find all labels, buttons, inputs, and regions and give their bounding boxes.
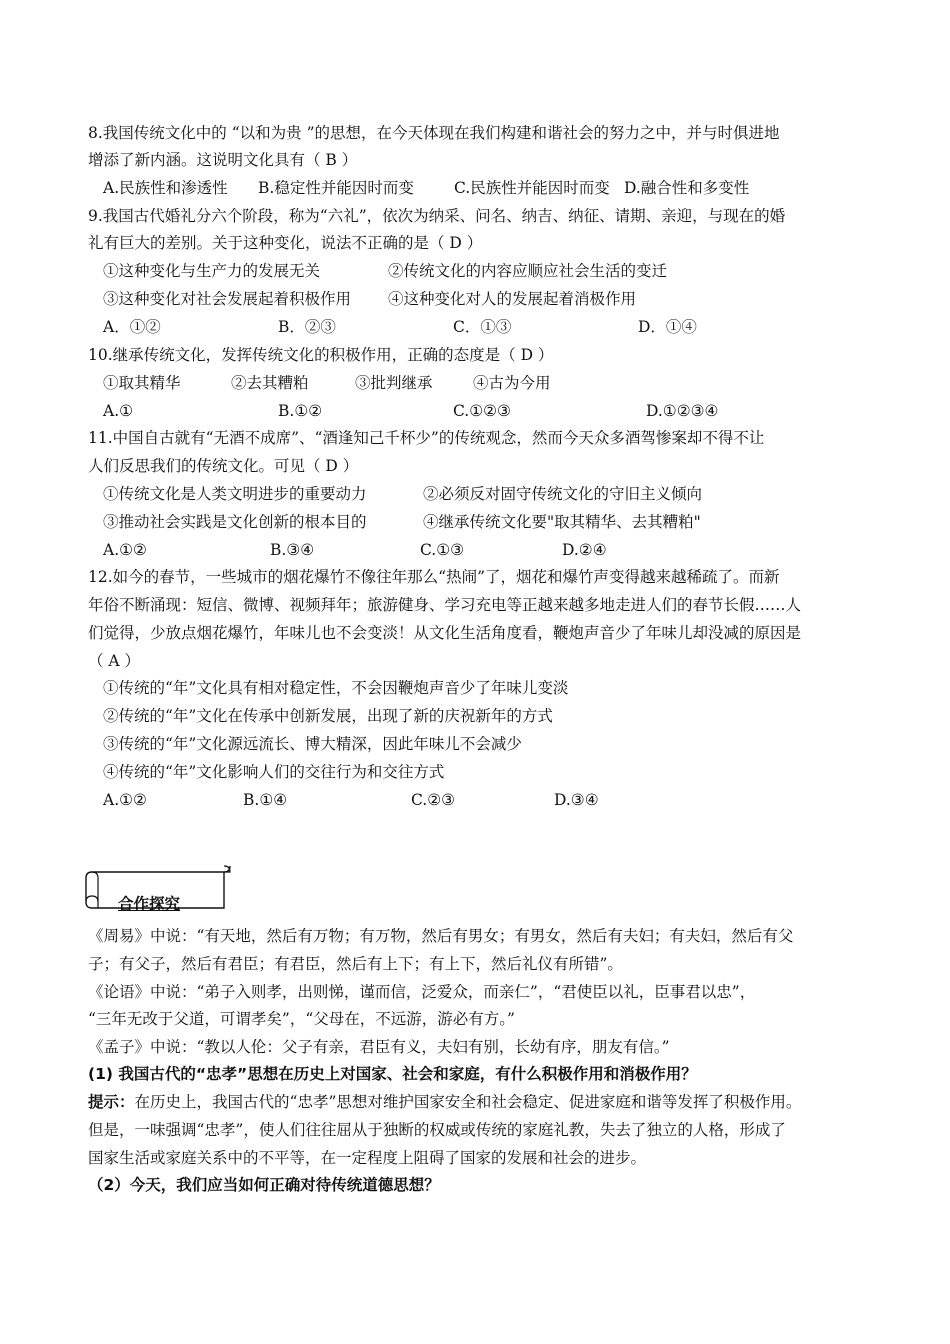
- section-paragraph-zhouyi-line2: 子；有父子，然后有君臣；有君臣，然后有上下；有上下，然后礼仪有所错”。: [88, 955, 623, 973]
- section-paragraph-zhouyi-line1: 《周易》中说：“有天地，然后有万物；有万物，然后有男女；有男女，然后有夫妇；有夫妇，然后有父: [88, 927, 794, 945]
- q12-item-1: ①传统的“年”文化具有相对稳定性，不会因鞭炮声音少了年味儿变淡: [103, 679, 569, 697]
- q12-stem-line3: 们觉得，少放点烟花爆竹，年味儿也不会变淡！从文化生活角度看，鞭炮声音少了年味儿却没减的原因是: [88, 624, 802, 642]
- hint-text-1: 在历史上，我国古代的“忠孝”思想对维护国家安全和社会稳定、促进家庭和谐等发挥了积极作用。: [134, 1093, 802, 1111]
- q12-item-4: ④传统的“年”文化影响人们的交往行为和交往方式: [103, 763, 445, 781]
- q11-option-a: A.①②: [103, 541, 147, 559]
- q8-option-a: A.民族性和渗透性: [103, 179, 228, 197]
- q11-items-row1: [103, 482, 883, 506]
- q9-item-4: ④这种变化对人的发展起着消极作用: [388, 290, 637, 308]
- q11-options: [103, 538, 883, 562]
- q11-stem-line1: 11.中国自古就有“无酒不成席”、“酒逢知己千杯少”的传统观念，然而今天众多酒驾惨案却不得不让: [88, 429, 765, 447]
- q11-item-2: ②必须反对固守传统文化的守旧主义倾向: [423, 485, 703, 503]
- section-title: 合作探究: [118, 895, 181, 913]
- q12-option-a: A.①②: [103, 791, 147, 809]
- q10-item-3: ③批判继承: [355, 374, 433, 392]
- hint-line1: [88, 1090, 801, 1114]
- section-question-1: (1) 我国古代的“忠孝”思想在历史上对国家、社会和家庭，有什么积极作用和消极作用？: [88, 1065, 697, 1083]
- section-paragraph-lunyu-line1: 《论语》中说：“弟子入则孝，出则悌，谨而信，泛爱众，而亲仁”，“君使臣以礼，臣事君以忠”，: [88, 983, 756, 1001]
- q9-items-row1: [103, 259, 883, 283]
- q9-option-a: A．①②: [103, 318, 161, 336]
- q12-option-b: B.①④: [243, 791, 288, 809]
- q10-item-2: ②去其糟粕: [231, 374, 309, 392]
- q9-option-d: D．①④: [638, 318, 697, 336]
- q10-option-c: C.①②③: [453, 402, 511, 420]
- q10-options: [103, 399, 883, 423]
- q11-item-3: ③推动社会实践是文化创新的根本目的: [103, 513, 367, 531]
- q11-option-b: B.③④: [270, 541, 315, 559]
- hint-line3: 国家生活或家庭关系中的不平等，在一定程度上阻碍了国家的发展和社会的进步。: [88, 1149, 647, 1167]
- q12-option-d: D.③④: [554, 791, 599, 809]
- q9-stem-line1: 9.我国古代婚礼分六个阶段，称为“六礼”，依次为纳采、问名、纳吉、纳征、请期、亲迎，与现在的婚: [88, 207, 786, 225]
- q8-stem-line1: 8.我国传统文化中的 “以和为贵 ”的思想，在今天体现在我们构建和谐社会的努力之中，并与时俱进地: [88, 124, 780, 142]
- q11-stem-line2: 人们反思我们的传统文化。可见（ D ）: [88, 457, 359, 475]
- q12-stem-line1: 12.如今的春节，一些城市的烟花爆竹不像往年那么“热闹”了，烟花和爆竹声变得越来越稀疏了。而新: [88, 568, 780, 586]
- q9-option-c: C．①③: [453, 318, 512, 336]
- q12-item-2: ②传统的“年”文化在传承中创新发展，出现了新的庆祝新年的方式: [103, 707, 553, 725]
- q9-item-1: ①这种变化与生产力的发展无关: [103, 262, 321, 280]
- q10-item-1: ①取其精华: [103, 374, 181, 392]
- q9-options: [103, 315, 883, 339]
- q10-option-a: A.①: [103, 402, 134, 420]
- q11-item-1: ①传统文化是人类文明进步的重要动力: [103, 485, 367, 503]
- q8-option-d: D.融合性和多变性: [624, 179, 750, 197]
- q10-option-d: D.①②③④: [646, 402, 719, 420]
- section-banner: [84, 864, 232, 913]
- q8-stem-line2: 增添了新内涵。这说明文化具有（ B ）: [88, 151, 358, 169]
- q8-option-b: B.稳定性并能因时而变: [258, 179, 414, 197]
- q12-stem-line4: （ A ）: [88, 652, 141, 670]
- q12-option-c: C.②③: [411, 791, 456, 809]
- q8-options: [103, 176, 883, 200]
- q9-option-b: B．②③: [278, 318, 336, 336]
- q11-items-row2: [103, 510, 883, 534]
- q9-item-3: ③这种变化对社会发展起着积极作用: [103, 290, 352, 308]
- section-paragraph-mengzi: 《孟子》中说：“教以人伦：父子有亲，君臣有义，夫妇有别，长幼有序，朋友有信。”: [88, 1038, 670, 1056]
- section-question-2: （2）今天，我们应当如何正确对待传统道德思想？: [88, 1176, 440, 1194]
- q10-items: [103, 371, 883, 395]
- q8-option-c: C.民族性并能因时而变: [454, 179, 610, 197]
- q12-options: [103, 788, 883, 812]
- q9-item-2: ②传统文化的内容应顺应社会生活的变迁: [388, 262, 668, 280]
- q12-stem-line2: 年俗不断涌现：短信、微博、视频拜年；旅游健身、学习充电等正越来越多地走进人们的春节长假……人: [88, 596, 802, 614]
- hint-line2: 但是，一味强调“忠孝”，使人们往往屈从于独断的权威或传统的家庭礼教，失去了独立的人格，形成了: [88, 1121, 786, 1139]
- section-paragraph-lunyu-line2: “三年无改于父道，可谓孝矣”，“父母在，不远游，游必有方。”: [88, 1010, 515, 1028]
- q10-option-b: B.①②: [278, 402, 323, 420]
- hint-label: 提示：: [88, 1093, 135, 1111]
- q10-stem-line1: 10.继承传统文化，发挥传统文化的积极作用，正确的态度是（ D ）: [88, 346, 554, 364]
- q12-item-3: ③传统的“年”文化源远流长、博大精深，因此年味儿不会减少: [103, 735, 522, 753]
- q9-stem-line2: 礼有巨大的差别。关于这种变化，说法不正确的是（ D ）: [88, 234, 483, 252]
- q11-option-d: D.②④: [562, 541, 607, 559]
- q10-item-4: ④古为今用: [473, 374, 551, 392]
- q11-option-c: C.①③: [420, 541, 465, 559]
- q9-items-row2: [103, 287, 883, 311]
- q11-item-4: ④继承传统文化要"取其精华、去其糟粕": [423, 513, 701, 531]
